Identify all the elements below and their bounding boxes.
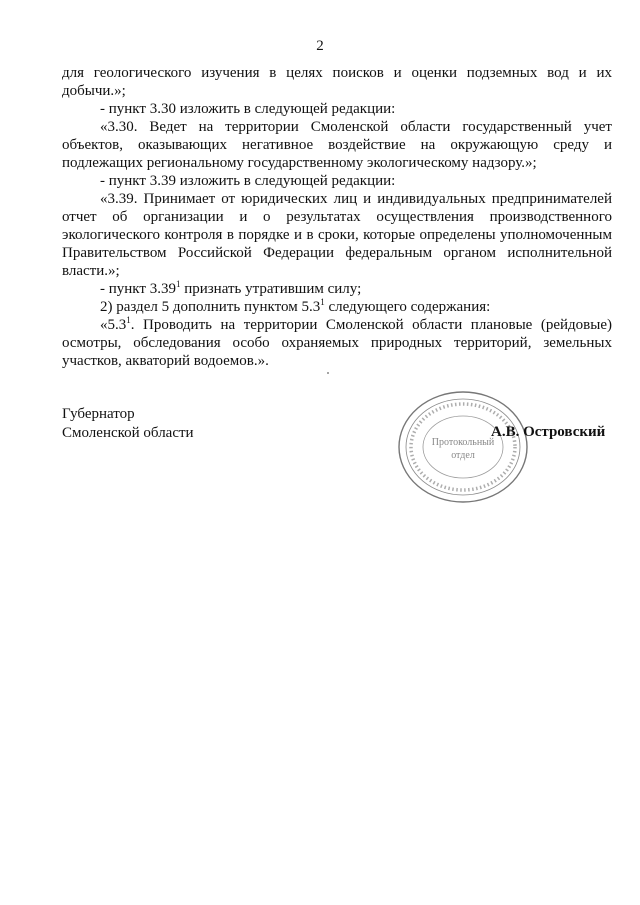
paragraph-3: «3.30. Ведет на территории Смоленской области государственный учет объектов, оказывающих негативное воздействие на окружающую среду и подлежащих региональному государственному экологическому надзору.»; — [62, 119, 612, 171]
paragraph-4: - пункт 3.39 изложить в следующей редакции: — [100, 173, 396, 189]
paragraph-6-pre: - пункт 3.39 — [100, 281, 176, 297]
paragraph-6 — [62, 280, 612, 298]
paragraph-1: для геологического изучения в целях поисков и оценки подземных вод и их добычи.»; — [62, 65, 612, 99]
superscript: 1 — [175, 279, 181, 289]
paragraph-7 — [62, 298, 612, 316]
page-number: 2 — [316, 38, 324, 54]
paragraph-7-pre: 2) раздел 5 дополнить пунктом 5.3 — [100, 299, 321, 315]
official-stamp — [395, 388, 531, 506]
superscript: 1 — [126, 315, 131, 325]
superscript: 1 — [320, 297, 325, 307]
paragraph-2: - пункт 3.30 изложить в следующей редакции: — [100, 101, 396, 117]
paragraph-6-post: признать утратившим силу; — [180, 281, 362, 297]
paragraph-7-post: следующего содержания: — [324, 299, 491, 315]
scan-speck — [327, 372, 329, 374]
signatory-position — [62, 405, 194, 443]
paragraph-8 — [62, 316, 612, 370]
position-line-2: Смоленской области — [62, 425, 194, 441]
stamp-line-2: отдел — [451, 450, 475, 461]
stamp-line-1: Протокольный — [431, 437, 495, 448]
document-body — [62, 64, 612, 370]
signatory-name: А.В. Островский — [491, 424, 606, 440]
position-line-1: Губернатор — [62, 406, 135, 422]
paragraph-5: «3.39. Принимает от юридических лиц и индивидуальных предпринимателей отчет об организации и о результатах осуществления производственного экологического контроля в порядке и в сроки, которые определены уполномоченным Правительством Российской Федерации федеральным органом исполнительной власти.»; — [62, 191, 612, 279]
paragraph-8-pre: «5.3 — [100, 317, 127, 333]
paragraph-8-post: . Проводить на территории Смоленской области плановые (рейдовые) осмотры, обследования особо охраняемых природных территорий, земельных участков, акваторий водоемов.». — [62, 317, 612, 369]
